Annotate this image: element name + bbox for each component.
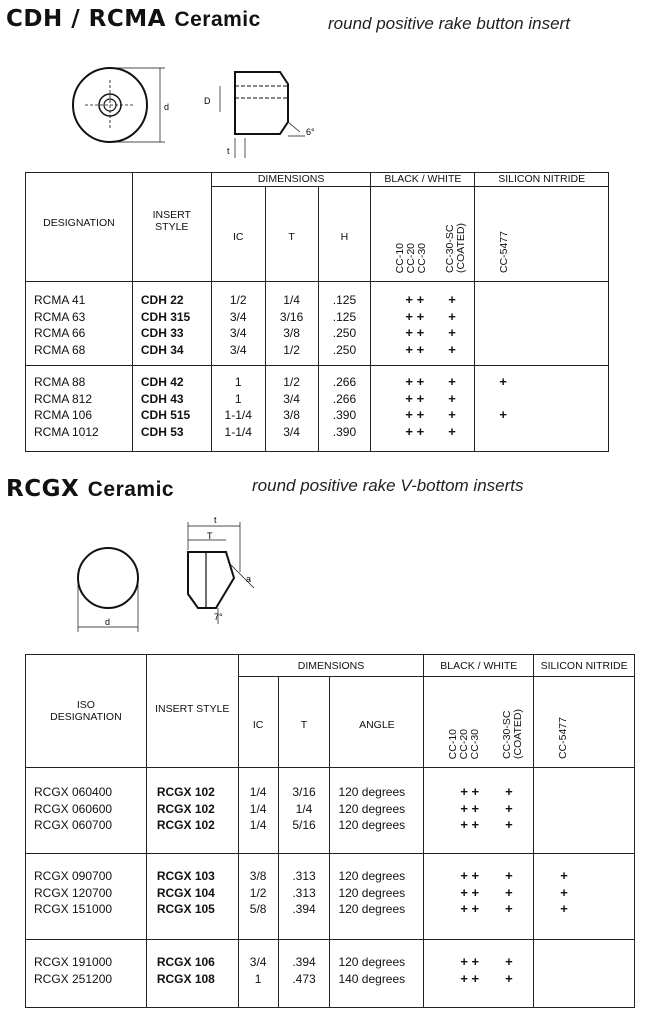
bw-mark: + + [460,800,480,816]
rcgx-side-view [188,522,254,624]
sn-mark [499,342,608,359]
t-value: 1/4 [295,801,313,816]
insert-style: CDH 34 [140,342,184,357]
insert-style: RCGX 108 [156,971,215,986]
bw-mark: + + [460,817,480,832]
h-value: .250 [332,342,357,357]
insert-style: RCGX 102 [156,818,215,832]
rcgx-header-bw-grades [424,677,534,768]
ic-value: 1/4 [249,801,267,816]
cdh-label-t: t [227,146,230,156]
h-value: .266 [332,375,357,389]
angle-value: 120 degrees [338,818,406,832]
ic-value: 3/4 [229,309,247,324]
insert-style: CDH 22 [140,293,184,307]
coated-mark: + [448,341,456,357]
ic-value: 1/2 [249,885,267,900]
sn-mark [560,971,634,988]
t-value: 3/8 [283,408,300,422]
sn-mark: + [560,868,568,883]
coated-mark: + [448,423,456,439]
rcgx-group-1 [26,768,635,854]
coated-mark: + [448,325,456,340]
bw-mark: + + [460,868,480,883]
table-row: RCMA 88 [34,375,86,389]
rcgx-header-dimensions: DIMENSIONS [238,655,424,677]
t-value: .394 [292,902,316,916]
coated-mark: + [505,954,513,969]
rcgx-header-t: T [278,677,330,768]
t-value: .394 [292,955,316,969]
section2-title-main: RCGX [6,476,80,502]
section1-title [6,6,261,32]
insert-style: CDH 515 [140,408,191,422]
t-value: 5/16 [292,818,316,832]
table-row: RCMA 63 [34,309,86,324]
sn-mark [560,801,634,818]
table-row: RCGX 060400 [34,785,113,799]
t-value: 3/16 [279,309,304,324]
insert-style: CDH 43 [140,391,184,406]
insert-style: RCGX 102 [156,801,215,816]
bw-mark: + + [460,970,480,986]
section1-title-main: CDH / RCMA [6,6,166,32]
table-row: RCMA 66 [34,326,86,340]
h-value: .390 [332,408,357,422]
h-value: .125 [332,309,357,324]
angle-value: 120 degrees [338,885,406,900]
rcgx-sn-grade-label: CC-5477 [557,716,570,759]
sn-mark [560,784,634,801]
rcgx-label-t: t [214,515,217,525]
h-value: .125 [332,293,357,307]
table-row: RCGX 191000 [34,955,113,969]
section2-title [6,476,174,502]
sn-mark: + [560,901,568,916]
bw-mark: + + [405,407,425,422]
cdh-header-sn-grade [475,187,609,282]
section2-subtitle: round positive rake V-bottom inserts [252,476,524,495]
cdh-sn-grade-label: CC-5477 [498,230,511,273]
insert-style: RCGX 104 [156,885,215,900]
ic-value: 1-1/4 [224,424,252,439]
cdh-group-1 [26,282,609,366]
bw-mark: + + [405,390,425,406]
ic-value: 1/4 [249,818,267,832]
ic-value: 3/4 [229,326,247,340]
sn-mark [499,391,608,408]
table-row: RCMA 812 [34,391,93,406]
cdh-label-angle: 6° [306,127,315,137]
table-row: RCGX 090700 [34,869,113,883]
cdh-front-view [73,68,165,142]
rcgx-label-d: d [105,617,111,627]
section1-title-sub: Ceramic [174,8,261,31]
ic-value: 1 [234,375,242,389]
table-row: RCGX 151000 [34,902,113,916]
bw-mark: + + [405,423,425,439]
rcgx-header-designation: ISO DESIGNATION [26,655,147,768]
cdh-label-d: d [164,102,170,112]
cdh-bw-grade-labels: CC-10 CC-20 CC-30 [394,242,429,273]
cdh-header-h: H [318,187,371,282]
cdh-header-t: T [265,187,318,282]
cdh-header-black-white: BLACK / WHITE [371,173,475,187]
t-value: .473 [292,971,316,986]
coated-mark: + [505,784,513,799]
coated-mark: + [505,800,513,816]
angle-value: 120 degrees [338,955,406,969]
insert-style: RCGX 106 [156,955,215,969]
bw-mark: + + [405,341,425,357]
angle-value: 120 degrees [338,801,406,816]
rcgx-header-ic: IC [238,677,278,768]
sn-mark [499,325,608,342]
cdh-header-silicon-nitride: SILICON NITRIDE [475,173,609,187]
cdh-header-insert-style: INSERT STYLE [132,173,211,282]
bw-mark: + + [460,784,480,799]
coated-mark: + [448,374,456,389]
rcgx-label-a: a [246,574,252,584]
rcgx-label-T: T [207,531,213,541]
sn-mark: + [560,884,568,900]
t-value: 3/4 [283,424,300,439]
insert-style: RCGX 103 [156,869,215,883]
angle-value: 120 degrees [338,869,406,883]
cdh-bw-coated-label: CC-30-SC (COATED) [444,223,468,273]
sn-mark [560,954,634,971]
table-row: RCGX 060600 [34,801,113,816]
rcgx-header-insert-style: INSERT STYLE [146,655,238,768]
rcgx-header-silicon-nitride: SILICON NITRIDE [534,655,635,677]
table-row: RCMA 68 [34,342,86,357]
t-value: 1/2 [283,375,300,389]
bw-mark: + + [405,308,425,324]
cdh-label-D: D [204,96,211,106]
cdh-spec-table [25,172,609,452]
t-value: .313 [292,885,316,900]
coated-mark: + [505,817,513,832]
rcgx-label-angle: 7° [214,612,223,622]
coated-mark: + [448,390,456,406]
bw-mark: + + [460,901,480,916]
bw-mark: + + [460,954,480,969]
bw-mark: + + [405,325,425,340]
cdh-header-designation: DESIGNATION [26,173,133,282]
ic-value: 1-1/4 [224,408,252,422]
sn-mark [499,292,608,309]
sn-mark [499,424,608,441]
bw-mark: + + [405,292,425,307]
cdh-header-bw-grades [371,187,475,282]
rcgx-spec-table [25,654,635,1008]
insert-style: CDH 42 [140,375,184,389]
section2-title-sub: Ceramic [87,478,175,501]
coated-mark: + [505,901,513,916]
cdh-group-2 [26,366,609,452]
cdh-header-dimensions: DIMENSIONS [211,173,371,187]
coated-mark: + [448,292,456,307]
table-row: RCMA 1012 [34,424,99,439]
table-row: RCGX 251200 [34,971,113,986]
t-value: 3/16 [292,785,316,799]
insert-style: RCGX 102 [156,785,215,799]
rcgx-bw-grade-labels: CC-10 CC-20 CC-30 [447,728,482,759]
t-value: 3/4 [283,391,300,406]
coated-mark: + [505,970,513,986]
table-row: RCGX 060700 [34,818,113,832]
bw-mark: + + [460,884,480,900]
rcgx-header-sn-grade [534,677,635,768]
coated-mark: + [505,868,513,883]
ic-value: 3/4 [229,342,247,357]
t-value: 3/8 [283,326,300,340]
rcgx-header-angle: ANGLE [330,677,424,768]
table-row: RCGX 120700 [34,885,113,900]
ic-value: 3/8 [249,869,267,883]
table-row: RCMA 106 [34,408,93,422]
rcgx-group-2 [26,854,635,940]
coated-mark: + [448,407,456,422]
sn-mark [560,817,634,834]
angle-value: 140 degrees [338,971,406,986]
h-value: .250 [332,326,357,340]
cdh-header-ic: IC [211,187,265,282]
cdh-side-view [220,72,305,158]
sn-mark: + [499,374,507,389]
rcgx-header-black-white: BLACK / WHITE [424,655,534,677]
section1-subtitle: round positive rake button insert [328,14,570,33]
t-value: .313 [292,869,316,883]
cdh-insert-drawing [60,50,340,165]
rcgx-group-3 [26,940,635,1008]
insert-style: CDH 53 [140,424,184,439]
t-value: 1/2 [283,342,300,357]
insert-style: RCGX 105 [156,902,215,916]
t-value: 1/4 [283,293,300,307]
rcgx-insert-drawing [68,512,288,642]
ic-value: 1 [234,391,242,406]
table-row: RCMA 41 [34,293,86,307]
ic-value: 1 [254,971,262,986]
h-value: .266 [332,391,357,406]
sn-mark [499,309,608,326]
ic-value: 1/2 [229,293,247,307]
insert-style: CDH 33 [140,326,184,340]
bw-mark: + + [405,374,425,389]
coated-mark: + [448,308,456,324]
ic-value: 1/4 [249,785,267,799]
coated-mark: + [505,884,513,900]
h-value: .390 [332,424,357,439]
ic-value: 3/4 [249,955,267,969]
angle-value: 120 degrees [338,785,406,799]
sn-mark: + [499,407,507,422]
ic-value: 5/8 [249,902,267,916]
rcgx-bw-coated-label: CC-30-SC (COATED) [501,709,525,759]
angle-value: 120 degrees [338,902,406,916]
insert-style: CDH 315 [140,309,191,324]
